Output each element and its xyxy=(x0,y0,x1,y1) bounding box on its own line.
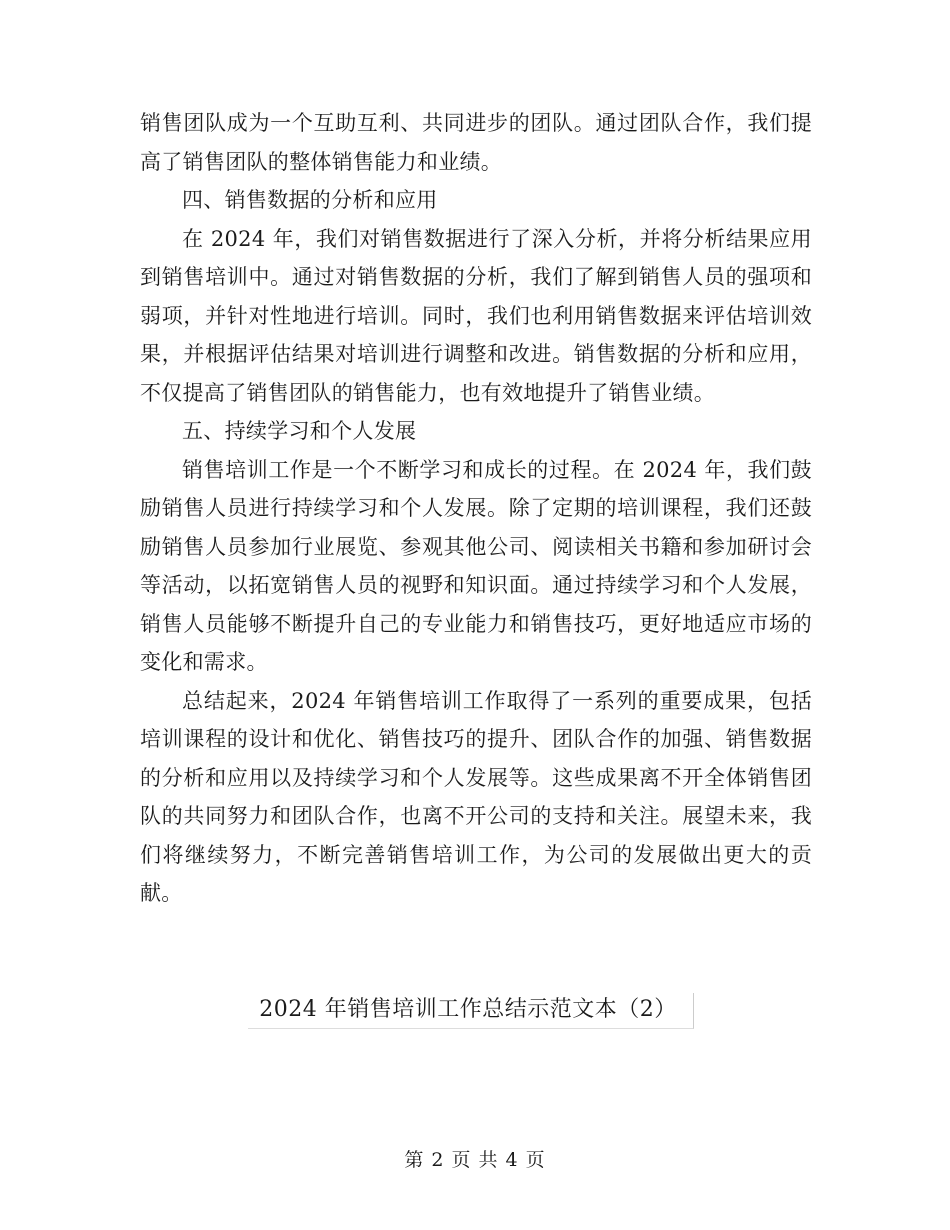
paragraph-team-continuation: 销售团队成为一个互助互利、共同进步的团队。通过团队合作，我们提高了销售团队的整体销售能力和业绩。 xyxy=(140,111,812,174)
document-body xyxy=(140,104,812,913)
paragraph-summary: 总结起来，2024 年销售培训工作取得了一系列的重要成果，包括培训课程的设计和优化、销售技巧的提升、团队合作的加强、销售数据的分析和应用以及持续学习和个人发展等。这些成果离不开全体销售团队的共同努力和团队合作，也离不开公司的支持和关注。展望未来，我们将继续努力，不断完善销售培训工作，为公司的发展做出更大的贡献。 xyxy=(140,688,812,905)
section-heading-data-analysis: 四、销售数据的分析和应用 xyxy=(182,188,438,212)
section-heading-continuous-learning: 五、持续学习和个人发展 xyxy=(182,419,417,443)
paragraph-continuous-learning: 销售培训工作是一个不断学习和成长的过程。在 2024 年，我们鼓励销售人员进行持续学习和个人发展。除了定期的培训课程，我们还鼓励销售人员参加行业展览、参观其他公司、阅读相关书籍和参加研讨会等活动，以拓宽销售人员的视野和知识面。通过持续学习和个人发展，销售人员能够不断提升自己的专业能力和销售技巧，更好地适应市场的变化和需求。 xyxy=(140,457,812,674)
paragraph-data-analysis: 在 2024 年，我们对销售数据进行了深入分析，并将分析结果应用到销售培训中。通过对销售数据的分析，我们了解到销售人员的强项和弱项，并针对性地进行培训。同时，我们也利用销售数据来评估培训效果，并根据评估结果对培训进行调整和改进。销售数据的分析和应用，不仅提高了销售团队的销售能力，也有效地提升了销售业绩。 xyxy=(140,226,812,405)
page-number-footer: 第 2 页 共 4 页 xyxy=(404,1149,546,1171)
next-document-title-box xyxy=(248,993,694,1029)
next-document-title: 2024 年销售培训工作总结示范文本（2） xyxy=(259,997,677,1022)
